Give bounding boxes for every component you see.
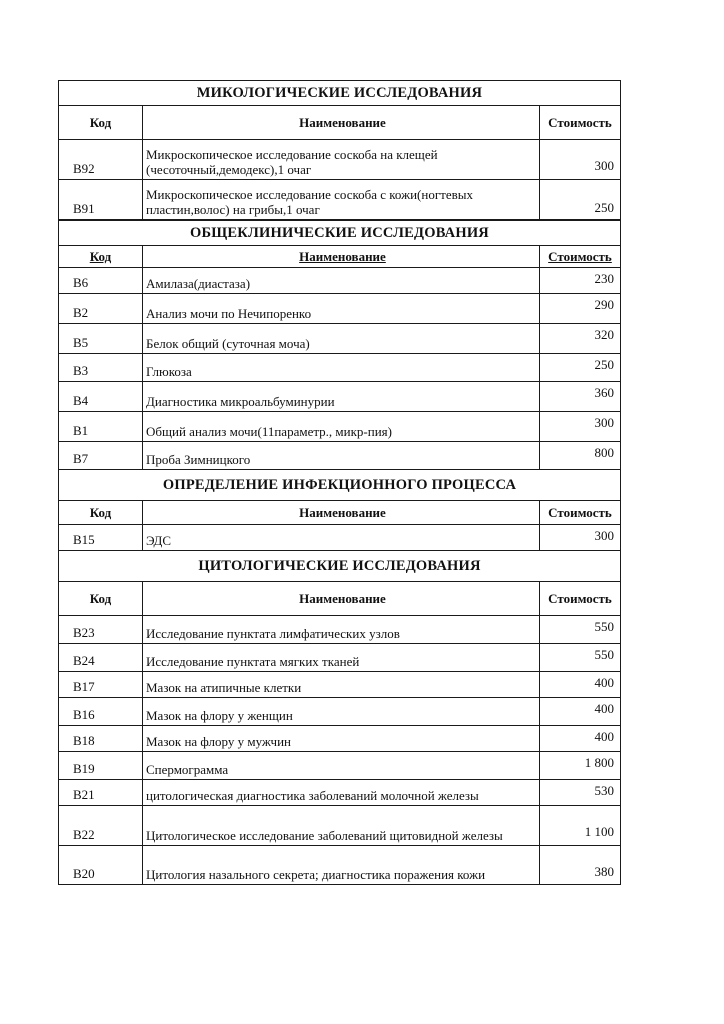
row-code: B4 [59, 382, 143, 411]
row-code: B1 [59, 412, 143, 441]
table-row [59, 354, 620, 382]
row-code: B92 [59, 140, 143, 179]
row-code: B5 [59, 324, 143, 353]
row-price: 530 [594, 783, 614, 798]
header-code: Код [59, 501, 143, 524]
table-header [59, 582, 620, 616]
row-name: ЭДС [143, 525, 540, 550]
row-code: B22 [59, 806, 143, 845]
table-row [59, 698, 620, 726]
section-title-general-clinical: ОБЩЕКЛИНИЧЕСКИЕ ИССЛЕДОВАНИЯ [59, 220, 620, 246]
row-price: 300 [594, 158, 614, 173]
row-name: Микроскопическое исследование соскоба с кожи(ногтевых пластин,волос) на грибы,1 очаг [143, 180, 540, 219]
row-price: 230 [594, 271, 614, 286]
row-name: Амилаза(диастаза) [143, 268, 540, 293]
row-price: 800 [594, 445, 614, 460]
row-name: Мазок на флору у мужчин [143, 726, 540, 751]
header-name: Наименование [143, 501, 540, 524]
row-name: Спермограмма [143, 752, 540, 779]
header-name: Наименование [143, 106, 540, 139]
table-row [59, 268, 620, 294]
table-header [59, 246, 620, 268]
row-price: 290 [594, 297, 614, 312]
table-row [59, 644, 620, 672]
row-code: B23 [59, 616, 143, 643]
header-price: Стоимость [548, 114, 612, 130]
row-name: Микроскопическое исследование соскоба на клещей (чесоточный,демодекс),1 очаг [143, 140, 540, 179]
row-name: Анализ мочи по Нечипоренко [143, 294, 540, 323]
header-name: Наименование [143, 582, 540, 615]
table-row [59, 442, 620, 470]
row-code: B7 [59, 442, 143, 469]
row-price: 400 [594, 701, 614, 716]
table-row [59, 140, 620, 180]
row-name: Исследование пунктата мягких тканей [143, 644, 540, 671]
header-price: Стоимость [548, 248, 612, 264]
row-name: Белок общий (суточная моча) [143, 324, 540, 353]
row-price: 550 [594, 619, 614, 634]
row-code: B15 [59, 525, 143, 550]
row-name: Исследование пунктата лимфатических узлов [143, 616, 540, 643]
table-header [59, 501, 620, 525]
row-price: 250 [594, 200, 614, 215]
row-name: Проба Зимницкого [143, 442, 540, 469]
row-price: 320 [594, 327, 614, 342]
row-price: 300 [594, 415, 614, 430]
header-price: Стоимость [548, 590, 612, 606]
row-code: B2 [59, 294, 143, 323]
section-title-mycology: МИКОЛОГИЧЕСКИЕ ИССЛЕДОВАНИЯ [59, 81, 620, 106]
row-code: B21 [59, 780, 143, 805]
row-name: Цитология назального секрета; диагностика поражения кожи [143, 846, 540, 884]
row-price: 360 [594, 385, 614, 400]
table-row [59, 846, 620, 884]
header-code: Код [59, 106, 143, 139]
table-row [59, 752, 620, 780]
table-row [59, 672, 620, 698]
row-price: 1 800 [584, 755, 614, 770]
row-code: B16 [59, 698, 143, 725]
row-code: B6 [59, 268, 143, 293]
row-code: B19 [59, 752, 143, 779]
table-row [59, 780, 620, 806]
header-code: Код [59, 582, 143, 615]
row-price: 380 [594, 864, 614, 879]
table-header [59, 106, 620, 140]
section-title-cytology: ЦИТОЛОГИЧЕСКИЕ ИССЛЕДОВАНИЯ [59, 551, 620, 582]
table-row [59, 382, 620, 412]
row-code: B91 [59, 180, 143, 219]
header-code: Код [59, 246, 143, 267]
row-price: 250 [594, 357, 614, 372]
row-name: Мазок на флору у женщин [143, 698, 540, 725]
table-row [59, 412, 620, 442]
table-row [59, 180, 620, 220]
row-code: B3 [59, 354, 143, 381]
table-row [59, 806, 620, 846]
table-row [59, 525, 620, 551]
row-price: 400 [594, 675, 614, 690]
row-name: Диагностика микроальбуминурии [143, 382, 540, 411]
header-name: Наименование [143, 246, 540, 267]
price-list-table [58, 80, 621, 885]
table-row [59, 324, 620, 354]
row-code: B18 [59, 726, 143, 751]
row-name: Цитологическое исследование заболеваний щитовидной железы [143, 806, 540, 845]
section-title-infection: ОПРЕДЕЛЕНИЕ ИНФЕКЦИОННОГО ПРОЦЕССА [59, 470, 620, 501]
table-row [59, 726, 620, 752]
row-code: B17 [59, 672, 143, 697]
row-price: 1 100 [584, 824, 614, 839]
table-row [59, 294, 620, 324]
row-name: цитологическая диагностика заболеваний молочной железы [143, 780, 540, 805]
row-price: 550 [594, 647, 614, 662]
row-price: 300 [594, 528, 614, 543]
row-name: Глюкоза [143, 354, 540, 381]
row-code: B24 [59, 644, 143, 671]
row-name: Общий анализ мочи(11параметр., микр-пия) [143, 412, 540, 441]
row-code: B20 [59, 846, 143, 884]
row-price: 400 [594, 729, 614, 744]
row-name: Мазок на атипичные клетки [143, 672, 540, 697]
table-row [59, 616, 620, 644]
header-price: Стоимость [548, 504, 612, 520]
